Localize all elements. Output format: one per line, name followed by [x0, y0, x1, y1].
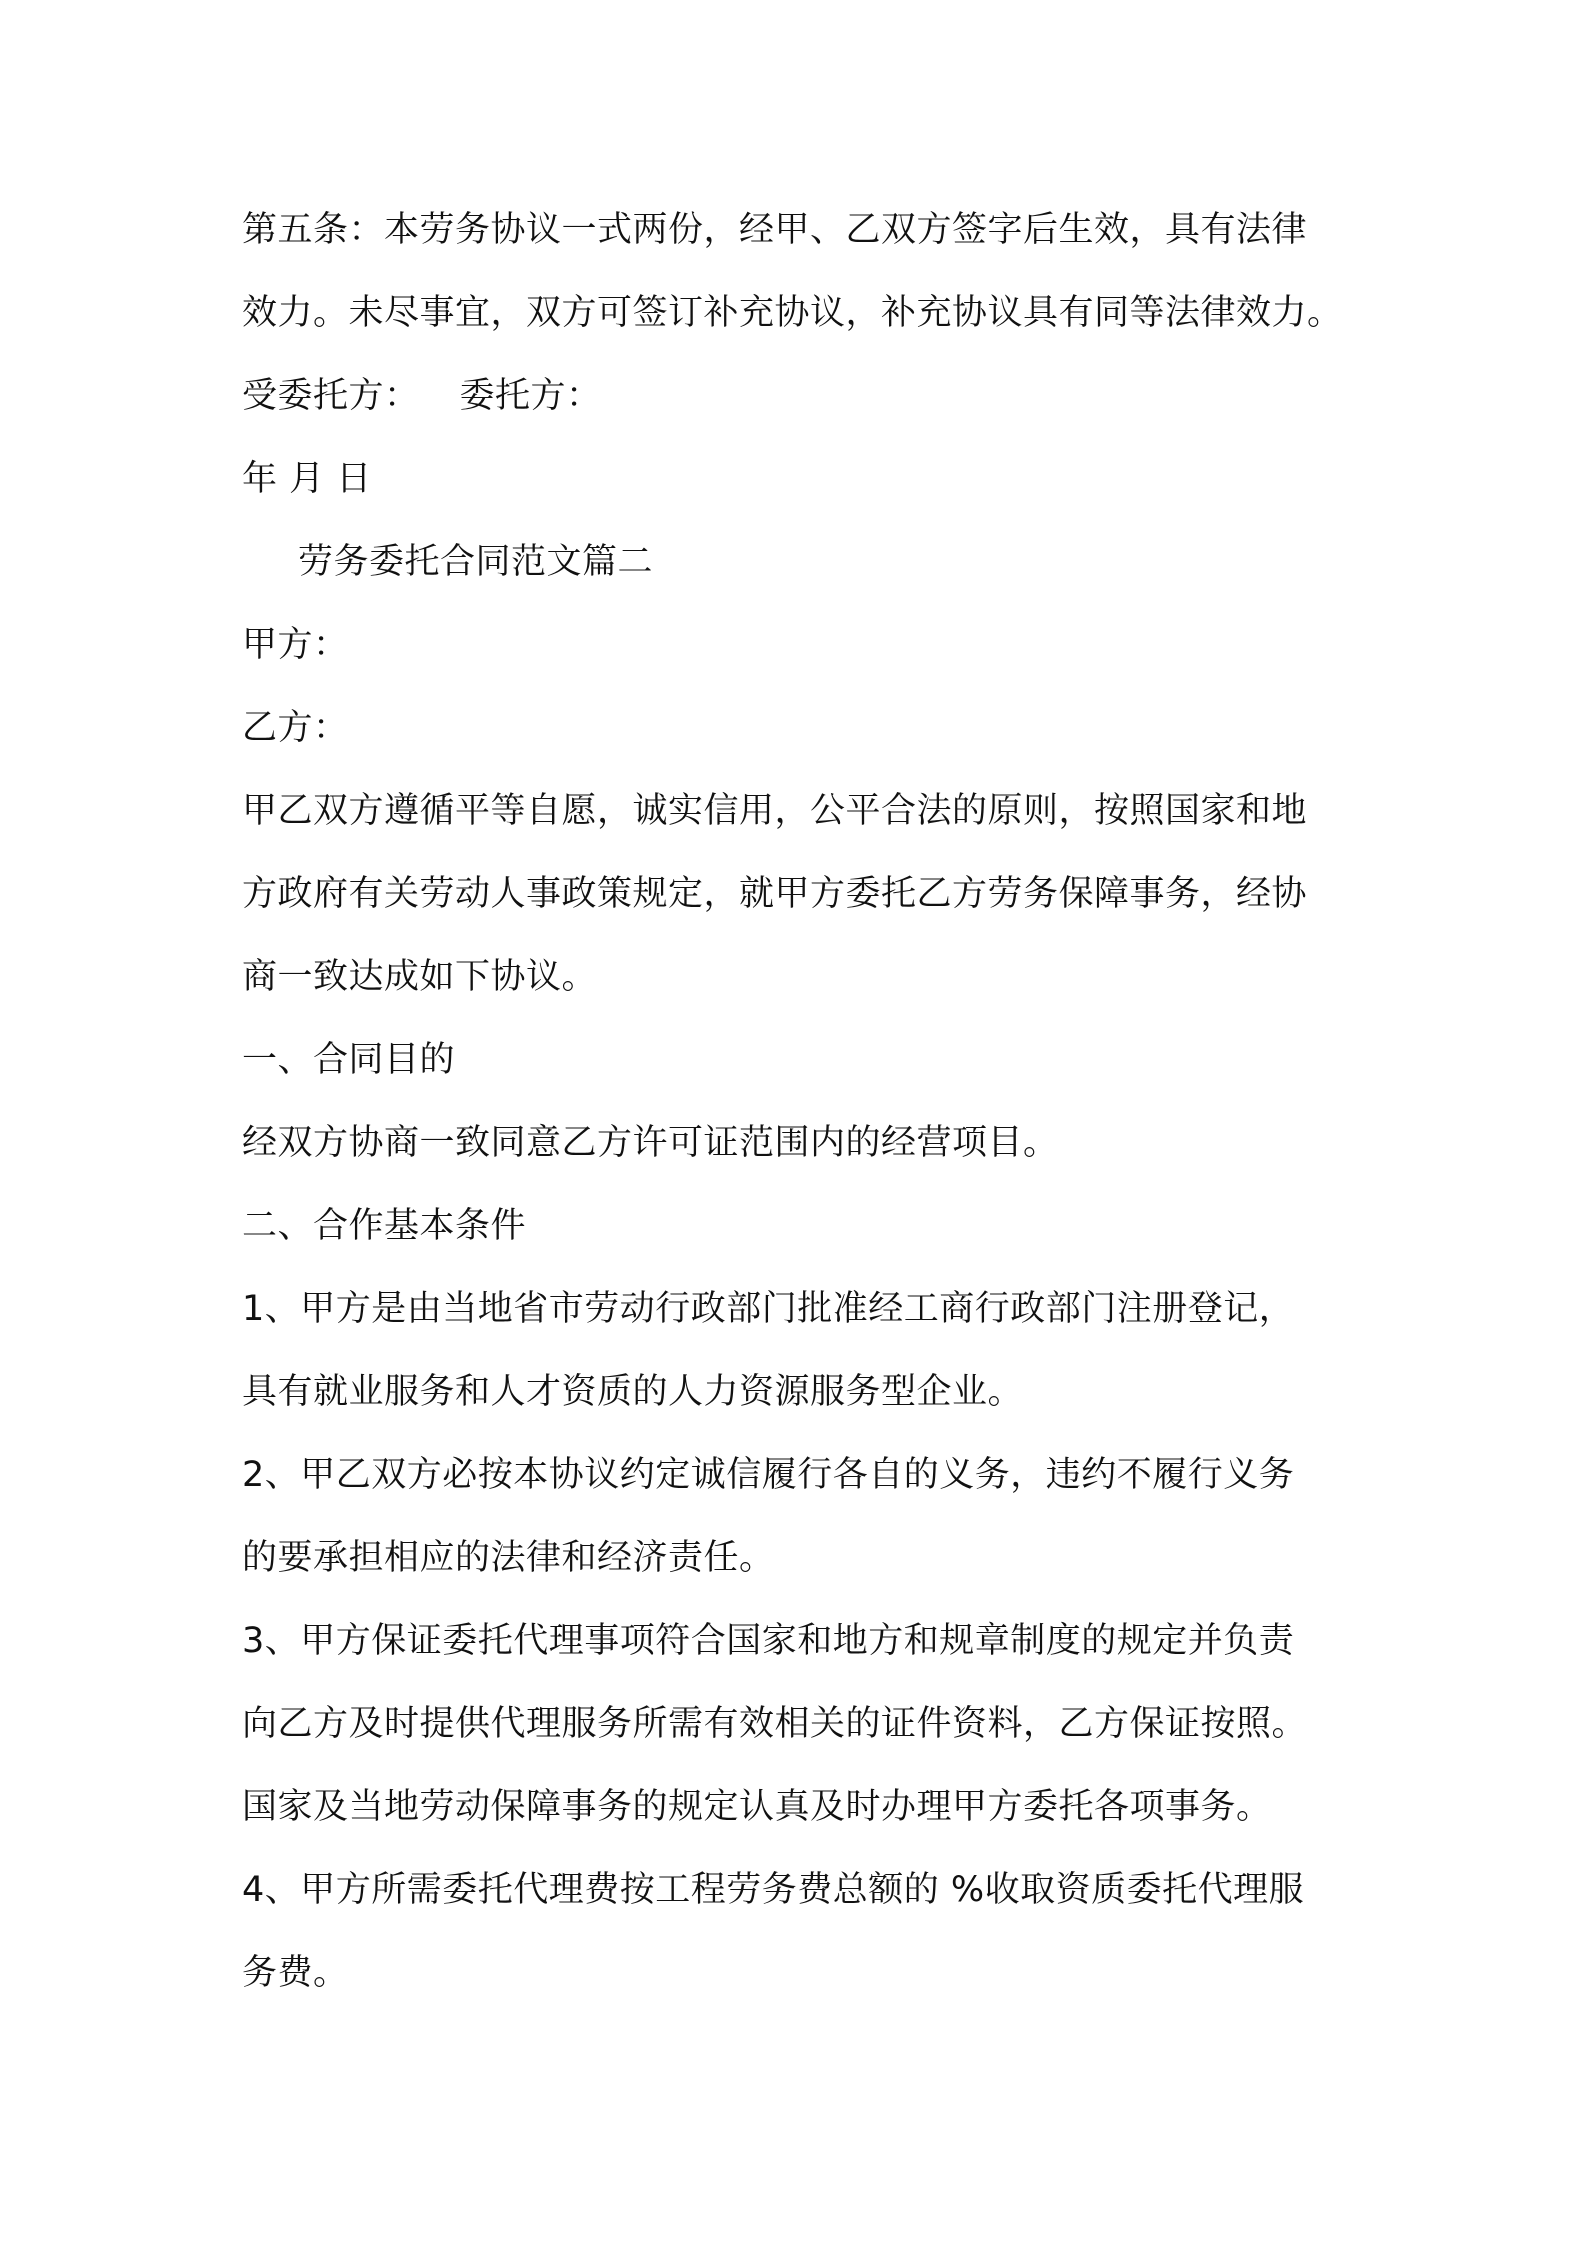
item-three-line-1: 3、甲方保证委托代理事项符合国家和地方和规章制度的规定并负责: [242, 1621, 1295, 1661]
party-b-label: 乙方：: [242, 708, 349, 748]
preamble-line-2: 方政府有关劳动人事政策规定，就甲方委托乙方劳务保障事务，经协: [242, 874, 1308, 914]
entrusted-party-label: 受委托方：: [242, 376, 420, 416]
article-five-line-2: 效力。未尽事宜，双方可签订补充协议，补充协议具有同等法律效力。: [242, 293, 1343, 333]
preamble-line-1: 甲乙双方遵循平等自愿，诚实信用，公平合法的原则，按照国家和地: [242, 791, 1308, 831]
entrusting-party-label: 委托方：: [459, 376, 602, 416]
item-three-line-2: 向乙方及时提供代理服务所需有效相关的证件资料，乙方保证按照。: [242, 1704, 1308, 1744]
item-two-line-2: 的要承担相应的法律和经济责任。: [242, 1538, 775, 1578]
signature-parties: [242, 362, 1362, 445]
item-four-line-2: 务费。: [242, 1953, 349, 1993]
party-a-label: 甲方：: [242, 625, 349, 665]
article-five-line-1: 第五条：本劳务协议一式两份，经甲、乙双方签字后生效，具有法律: [242, 210, 1308, 250]
item-three-line-3: 国家及当地劳动保障事务的规定认真及时办理甲方委托各项事务。: [242, 1787, 1272, 1827]
item-two-line-1: 2、甲乙双方必按本协议约定诚信履行各自的义务，违约不履行义务: [242, 1455, 1295, 1495]
item-four-line-1: 4、甲方所需委托代理费按工程劳务费总额的 %收取资质委托代理服: [242, 1870, 1305, 1910]
clause-two-heading: 二、合作基本条件: [242, 1206, 527, 1246]
item-one-line-1: 1、甲方是由当地省市劳动行政部门批准经工商行政部门注册登记，: [242, 1289, 1295, 1329]
preamble-line-3: 商一致达成如下协议。: [242, 957, 598, 997]
section-heading: 劳务委托合同范文篇二: [298, 542, 654, 582]
clause-one-heading: 一、合同目的: [242, 1040, 456, 1080]
document-body: [242, 196, 1362, 2022]
item-one-line-2: 具有就业服务和人才资质的人力资源服务型企业。: [242, 1372, 1024, 1412]
clause-one-text: 经双方协商一致同意乙方许可证范围内的经营项目。: [242, 1123, 1059, 1163]
date-line: 年 月 日: [242, 459, 372, 499]
